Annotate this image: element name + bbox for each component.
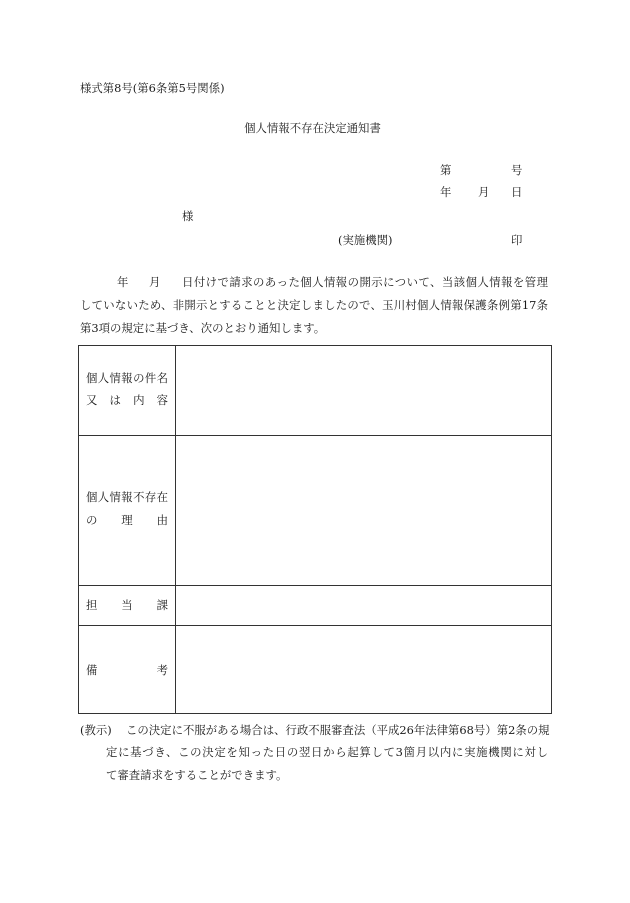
- row-value-remarks: [176, 626, 551, 713]
- row-label-subject-line-1: 個人情報の件名: [86, 371, 168, 385]
- body-line-2: していないため、非開示とすることと決定しましたので、玉川村個人情報保護条例第17条: [80, 298, 548, 312]
- row-label-reason-line-2: の 理 由: [86, 513, 168, 527]
- row-value-reason: [176, 436, 551, 585]
- body-month: 月: [149, 275, 161, 289]
- body-year: 年: [117, 275, 129, 289]
- note-line-1: この決定に不服がある場合は、行政不服審査法（平成26年法律第68号）第2条の規: [126, 723, 550, 737]
- number-suffix: 号: [511, 163, 523, 177]
- note-line-3: て審査請求をすることができます。: [106, 768, 288, 782]
- form-number: 様式第8号(第6条第5号関係): [80, 81, 225, 95]
- row-value-department: [176, 586, 551, 625]
- note-line-2: 定に基づき、この決定を知った日の翌日から起算して3箇月以内に実施機関に対し: [106, 745, 548, 759]
- row-label-reason-line-1: 個人情報不存在: [86, 490, 168, 504]
- document-title: 個人情報不存在決定通知書: [244, 121, 381, 135]
- row-label-subject-line-2: 又 は 内 容: [86, 393, 168, 407]
- number-prefix: 第: [440, 163, 452, 177]
- row-value-subject: [176, 346, 551, 435]
- body-line-3: 第3項の規定に基づき、次のとおり通知します。: [80, 321, 326, 335]
- row-label-remarks: 備 考: [86, 663, 168, 677]
- date-day: 日: [511, 185, 523, 199]
- addressee-suffix: 様: [182, 209, 194, 223]
- note-label: (教示): [80, 723, 112, 737]
- body-line-1: 日付けで請求のあった個人情報の開示について、当該個人情報を管理: [182, 275, 548, 289]
- issuing-agency: (実施機関): [338, 233, 393, 247]
- seal-mark: 印: [511, 233, 523, 247]
- date-year: 年: [440, 185, 452, 199]
- date-month: 月: [478, 185, 490, 199]
- row-label-department: 担 当 課: [86, 598, 168, 612]
